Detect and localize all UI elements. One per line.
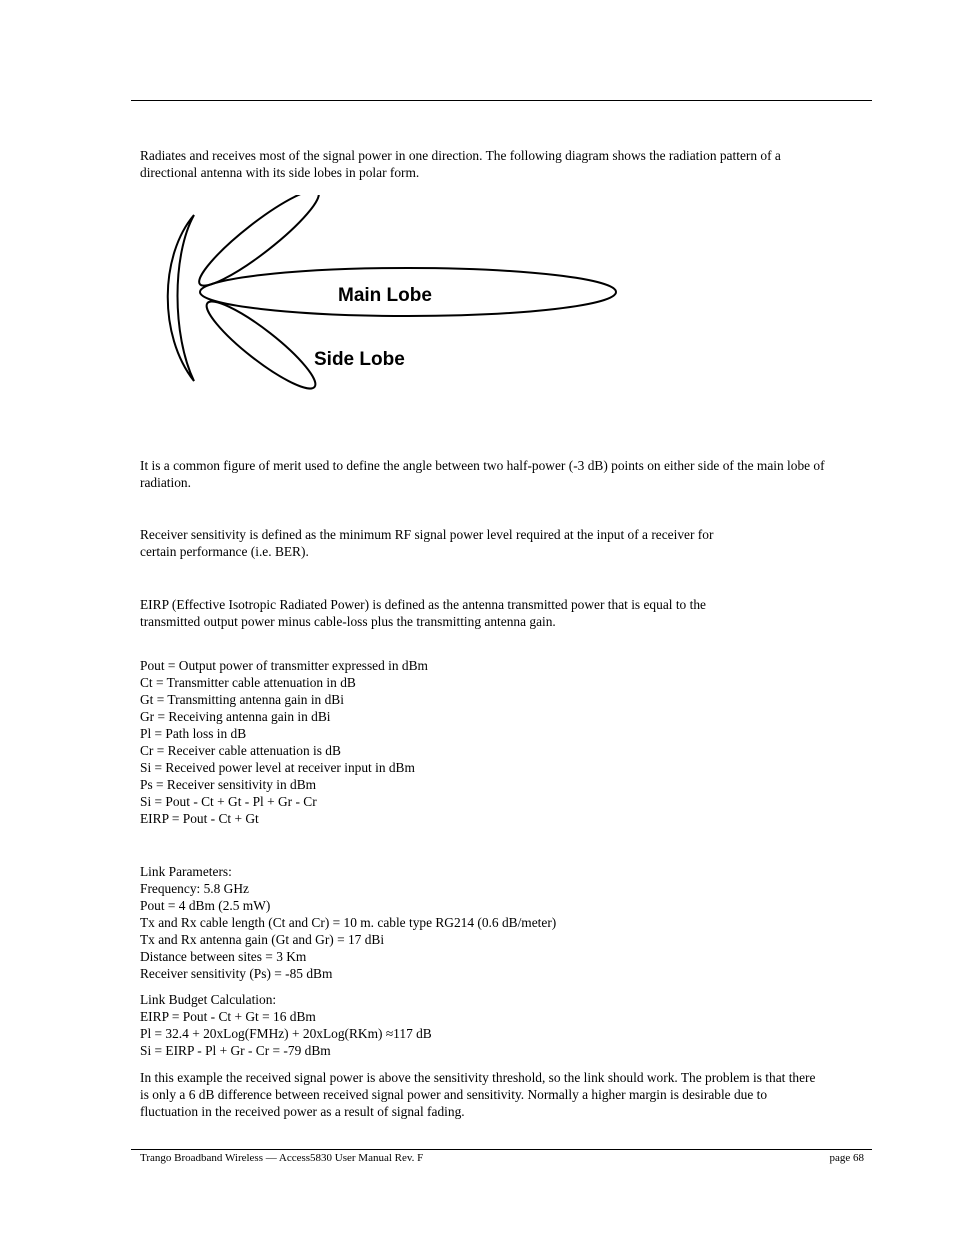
footer-rule <box>131 1149 872 1150</box>
header-rule <box>131 100 872 101</box>
definition-item: Ct = Transmitter cable attenuation in dB <box>140 675 356 690</box>
radiation-pattern-diagram <box>150 195 630 395</box>
definition-item: Si = Pout - Ct + Gt - Pl + Gr - Cr <box>140 794 317 809</box>
definitions-list <box>140 657 428 827</box>
link-budget-item: Pl = 32.4 + 20xLog(FMHz) + 20xLog(RKm) ≈117 dB <box>140 1026 432 1041</box>
upper-side-lobe <box>191 195 328 296</box>
definition-item: Pl = Path loss in dB <box>140 726 247 741</box>
beamwidth-line-1: It is a common figure of merit used to define the angle between two half-power (-3 dB) points on either side of the main lobe of <box>140 458 825 473</box>
link-parameter-item: Distance between sites = 3 Km <box>140 949 307 964</box>
definition-item: EIRP = Pout - Ct + Gt <box>140 811 259 826</box>
definition-item: Pout = Output power of transmitter expressed in dBm <box>140 658 428 673</box>
conclusion-line-2: is only a 6 dB difference between received signal power and sensitivity. Normally a higher margin is desirable due to <box>140 1087 768 1102</box>
sensitivity-paragraph <box>140 526 713 560</box>
definition-item: Gr = Receiving antenna gain in dBi <box>140 709 331 724</box>
lower-side-lobe <box>198 291 324 395</box>
definition-item: Gt = Transmitting antenna gain in dBi <box>140 692 344 707</box>
eirp-line-1: EIRP (Effective Isotropic Radiated Power) is defined as the antenna transmitted power that is equal to the <box>140 597 706 612</box>
definition-item: Cr = Receiver cable attenuation is dB <box>140 743 341 758</box>
definition-item: Si = Received power level at receiver input in dBm <box>140 760 415 775</box>
link-parameter-item: Tx and Rx cable length (Ct and Cr) = 10 m. cable type RG214 (0.6 dB/meter) <box>140 915 557 930</box>
intro-line-2: directional antenna with its side lobes in polar form. <box>140 165 420 180</box>
link-parameter-item: Receiver sensitivity (Ps) = -85 dBm <box>140 966 333 981</box>
link-budget-heading: Link Budget Calculation: <box>140 992 277 1007</box>
conclusion-line-3: fluctuation in the received power as a result of signal fading. <box>140 1104 465 1119</box>
page-number: page 68 <box>829 1152 864 1164</box>
link-parameter-heading: Link Parameters: <box>140 864 232 879</box>
eirp-line-2: transmitted output power minus cable-loss plus the transmitting antenna gain. <box>140 614 556 629</box>
side-lobe-label: Side Lobe <box>314 349 405 370</box>
beamwidth-paragraph <box>140 457 825 491</box>
back-lobe <box>168 215 194 381</box>
link-parameter-item: Tx and Rx antenna gain (Gt and Gr) = 17 dBi <box>140 932 385 947</box>
link-parameter-item: Frequency: 5.8 GHz <box>140 881 249 896</box>
link-parameters-list <box>140 863 556 982</box>
eirp-paragraph <box>140 596 706 630</box>
intro-line-1: Radiates and receives most of the signal power in one direction. The following diagram shows the radiation pattern of a <box>140 148 781 163</box>
conclusion-paragraph <box>140 1069 815 1120</box>
beamwidth-line-2: radiation. <box>140 475 191 490</box>
intro-paragraph <box>140 147 781 181</box>
link-budget-item: EIRP = Pout - Ct + Gt = 16 dBm <box>140 1009 316 1024</box>
sensitivity-line-2: certain performance (i.e. BER). <box>140 544 309 559</box>
footer-title: Trango Broadband Wireless — Access5830 User Manual Rev. F <box>140 1152 424 1164</box>
link-parameter-item: Pout = 4 dBm (2.5 mW) <box>140 898 271 913</box>
main-lobe-label: Main Lobe <box>338 285 432 306</box>
sensitivity-line-1: Receiver sensitivity is defined as the minimum RF signal power level required at the input of a receiver for <box>140 527 714 542</box>
definition-item: Ps = Receiver sensitivity in dBm <box>140 777 317 792</box>
conclusion-line-1: In this example the received signal power is above the sensitivity threshold, so the link should work. The problem is that there <box>140 1070 816 1085</box>
link-budget-list <box>140 991 432 1059</box>
link-budget-item: Si = EIRP - Pl + Gr - Cr = -79 dBm <box>140 1043 331 1058</box>
